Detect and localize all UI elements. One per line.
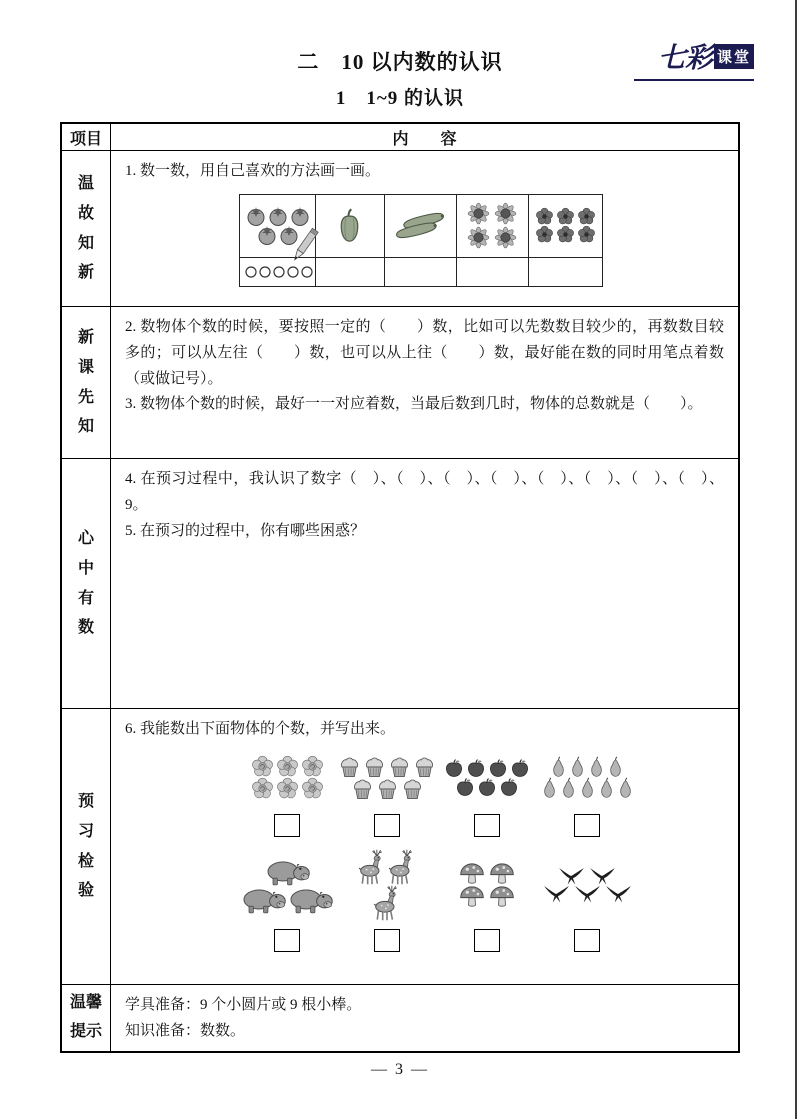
rose-icon: [276, 755, 299, 778]
deer-icon: [373, 885, 401, 922]
grid-cell-flowers: [529, 194, 603, 257]
swallow-icon: [558, 867, 585, 886]
pear-icon: [598, 777, 615, 799]
hippo-group: [240, 850, 334, 922]
pear-icon: [560, 777, 577, 799]
count-group-roses: [237, 749, 337, 837]
deer-group: [357, 850, 417, 922]
pepper-icon: [337, 208, 362, 243]
hippo-icon: [265, 857, 310, 886]
pear-icon: [550, 756, 567, 778]
unit-title: 二 10 以内数的认识: [297, 50, 503, 74]
mushroom-icon: [459, 885, 485, 909]
section-review: [61, 151, 739, 307]
circle-icon: [259, 266, 271, 278]
section-label-prelearn: 新课先知: [77, 329, 94, 436]
cupcake-icon: [351, 777, 374, 800]
count-group-pears: [537, 749, 637, 837]
count-group-swallows: [537, 850, 637, 952]
sunflower-icon: [493, 225, 518, 250]
grid-empty-cell: [316, 257, 385, 286]
pear-icon: [617, 777, 634, 799]
swallow-icon: [543, 885, 570, 904]
answer-box: [374, 814, 400, 837]
question-1: 1. 数一数，用自己喜欢的方法画一画。: [125, 163, 381, 179]
deer-icon: [358, 849, 386, 886]
column-header-item: 项目: [61, 123, 111, 151]
circle-icon: [245, 266, 257, 278]
pepper-group: [317, 208, 383, 243]
logo-script-text: 七彩: [657, 43, 712, 74]
page-number: — 3 —: [371, 1061, 429, 1078]
deer-icon: [388, 849, 416, 886]
answer-box: [474, 929, 500, 952]
swallow-icon: [589, 867, 616, 886]
apple-icon: [477, 777, 497, 797]
darkflower-icon: [577, 207, 596, 226]
rose-icon: [276, 777, 299, 800]
mushroom-icon: [489, 862, 515, 886]
pear-icon: [607, 756, 624, 778]
circle-icon: [273, 266, 285, 278]
swallow-group: [541, 850, 634, 922]
table-header-row: [61, 123, 739, 151]
cupcake-icon: [413, 755, 436, 778]
logo-badge-text: 课堂: [714, 44, 754, 69]
grid-cell-sunflowers: [456, 194, 529, 257]
tips-line-1: 学具准备：9 个小圆片或 9 根小棒。: [125, 997, 362, 1013]
question-4: 4. 在预习过程中，我认识了数字（ ）、（ ）、（ ）、（ ）、（ ）、（ ）、（ ）、（ ）、9。: [125, 471, 724, 513]
section-label-tips: 温馨提示: [69, 994, 102, 1040]
column-header-content: 内 容: [111, 123, 740, 151]
answer-box: [274, 814, 300, 837]
apple-icon: [455, 777, 475, 797]
hippo-icon: [288, 885, 333, 914]
flower-group: [530, 207, 601, 244]
section-label-check: 预习检验: [77, 793, 94, 900]
sunflower-group: [458, 201, 528, 250]
pear-icon: [579, 777, 596, 799]
pear-icon: [569, 756, 586, 778]
rose-group: [250, 749, 325, 807]
tips-line-2: 知识准备：数数。: [125, 1022, 246, 1039]
count-group-deer: [337, 850, 437, 952]
mushroom-icon: [459, 862, 485, 886]
question-6: 6. 我能数出下面物体的个数，并写出来。: [125, 721, 396, 737]
grid-empty-cell: [529, 257, 603, 286]
pencil-icon: [289, 220, 321, 270]
hippo-icon: [241, 885, 286, 914]
section-label-review: 温故知新: [77, 175, 94, 282]
swallow-icon: [605, 885, 632, 904]
cupcake-group: [337, 749, 437, 807]
darkflower-icon: [556, 225, 575, 244]
tomato-icon: [268, 206, 288, 226]
rose-icon: [251, 777, 274, 800]
count-groups-bottom: [237, 850, 724, 952]
grid-cell-cucumbers: [384, 194, 456, 257]
count-group-hippos: [237, 850, 337, 952]
sunflower-icon: [466, 201, 491, 226]
question-2: 2. 数物体个数的时候，要按照一定的（ ）数，比如可以先数数目较少的，再数数目较多的；可以从左往（ ）数，也可以从上往（ ）数，最好能在数的同时用笔点着数（或做记号）。: [125, 319, 724, 387]
count-group-mushrooms: [437, 850, 537, 952]
answer-box: [574, 814, 600, 837]
tomato-icon: [257, 225, 277, 245]
section-numbers: [61, 459, 739, 709]
grid-empty-cell: [384, 257, 456, 286]
grid-empty-cell: [456, 257, 529, 286]
tomato-icon: [246, 206, 266, 226]
cucumber-group: [386, 211, 455, 240]
apple-icon: [466, 758, 486, 778]
cupcake-icon: [363, 755, 386, 778]
pear-icon: [588, 756, 605, 778]
rose-icon: [301, 777, 324, 800]
cupcake-icon: [401, 777, 424, 800]
section-check: [61, 709, 739, 985]
answer-box: [474, 814, 500, 837]
sunflower-icon: [493, 201, 518, 226]
answer-box: [274, 929, 300, 952]
apple-icon: [444, 758, 464, 778]
lesson-title: 1 1~9 的认识: [335, 88, 465, 109]
answer-box: [374, 929, 400, 952]
section-tips: [61, 985, 739, 1052]
apple-icon: [499, 777, 519, 797]
darkflower-icon: [556, 207, 575, 226]
counting-grid: [239, 194, 603, 287]
section-label-numbers: 心中有数: [77, 530, 94, 637]
count-groups-top: [237, 749, 724, 837]
cupcake-icon: [338, 755, 361, 778]
sunflower-icon: [466, 225, 491, 250]
pear-icon: [541, 777, 558, 799]
apple-icon: [510, 758, 530, 778]
cupcake-icon: [388, 755, 411, 778]
grid-cell-pepper: [316, 194, 385, 257]
apple-icon: [488, 758, 508, 778]
darkflower-icon: [577, 225, 596, 244]
section-prelearn: [61, 307, 739, 459]
darkflower-icon: [535, 207, 554, 226]
cupcake-icon: [376, 777, 399, 800]
logo-underline: [634, 79, 754, 81]
answer-box: [574, 929, 600, 952]
rose-icon: [251, 755, 274, 778]
swallow-icon: [574, 885, 601, 904]
mushroom-icon: [489, 885, 515, 909]
brand-logo: [634, 36, 754, 81]
mushroom-group: [457, 850, 517, 922]
worksheet-table: [60, 122, 740, 1053]
rose-icon: [301, 755, 324, 778]
question-3: 3. 数物体个数的时候，最好一一对应着数，当最后数到几时，物体的总数就是（ ）。: [125, 396, 703, 413]
question-5: 5. 在预习的过程中，你有哪些困惑？: [125, 522, 366, 539]
darkflower-icon: [535, 225, 554, 244]
scan-edge-line: [795, 0, 797, 1119]
pear-group: [540, 749, 635, 807]
count-group-apples: [437, 749, 537, 837]
count-group-cupcakes: [337, 749, 437, 837]
apple-group: [443, 749, 531, 807]
